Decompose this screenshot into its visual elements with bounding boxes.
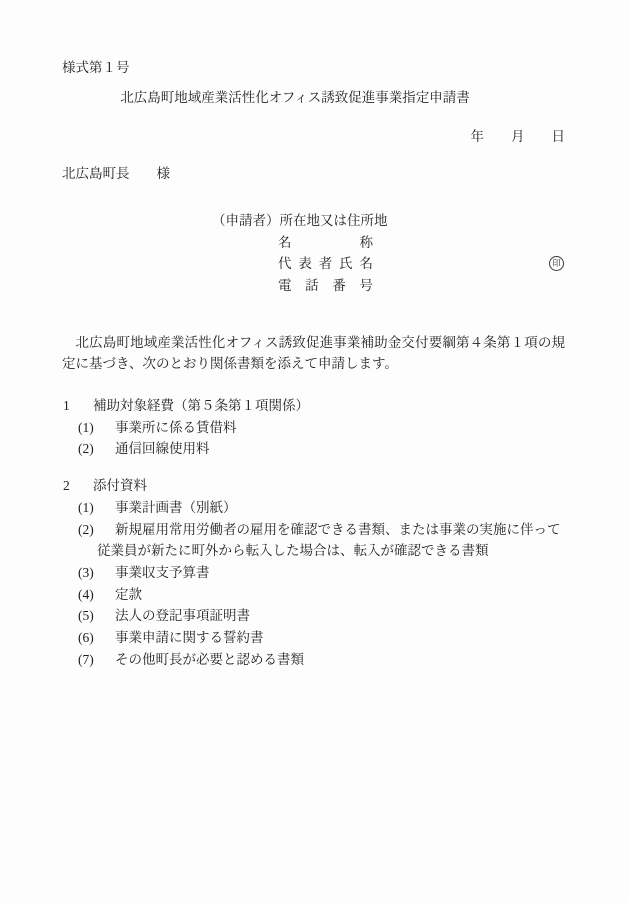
item-number: (1) [78, 499, 94, 515]
item-number: (1) [78, 419, 94, 435]
item-number: (2) [78, 441, 94, 457]
applicant-row-address [212, 210, 565, 232]
list-item [62, 584, 565, 606]
applicant-label: （申請者） [212, 212, 280, 228]
document-title: 北広島町地域産業活性化オフィス誘致促進事業指定申請書 [120, 89, 470, 105]
item-text: 法人の登記事項証明書 [115, 608, 250, 624]
item-number: (3) [78, 564, 94, 580]
list-item [62, 605, 565, 627]
item-text: 定款 [115, 586, 142, 602]
item-number: (4) [78, 586, 94, 602]
addressee: 北広島町長 様 [62, 166, 170, 182]
applicant-row-phone [212, 275, 565, 297]
field-name-label: 名称 [278, 234, 373, 250]
list-item [62, 627, 565, 649]
applicant-row-representative [212, 253, 565, 275]
item-text: その他町長が必要と認める書類 [115, 651, 304, 667]
item-text: 事業申請に関する誓約書 [115, 630, 264, 646]
form-number: 様式第１号 [62, 60, 130, 75]
item-text: 事業所に係る賃借料 [115, 419, 237, 435]
section-title: 添付資料 [93, 478, 147, 494]
date-line: 年 月 日 [470, 129, 565, 145]
applicant-row-name [212, 232, 565, 254]
applicant-block [212, 210, 565, 297]
item-number: (5) [78, 608, 94, 624]
section-heading-attachments [62, 475, 565, 497]
list-item [62, 562, 565, 584]
item-number: (6) [78, 630, 94, 646]
item-text: 通信回線使用料 [115, 441, 210, 457]
list-item [62, 438, 565, 460]
item-text: 事業計画書（別紙） [115, 499, 237, 515]
list-item [62, 519, 565, 562]
field-representative-label: 代表者氏名 [278, 256, 373, 272]
item-number: (2) [78, 521, 94, 537]
seal-icon: 印 [549, 256, 564, 271]
list-item [62, 497, 565, 519]
section-number: 1 [63, 398, 70, 414]
section-title: 補助対象経費（第５条第１項関係） [93, 398, 309, 414]
list-item [62, 649, 565, 671]
field-phone-label: 電話番号 [278, 277, 373, 293]
field-address-label: 所在地又は住所地 [279, 212, 388, 228]
section-number: 2 [63, 478, 70, 494]
section-heading-expenses [62, 395, 565, 417]
item-number: (7) [78, 651, 94, 667]
item-text: 新規雇用常用労働者の雇用を確認できる書類、または事業の実施に伴って従業員が新たに町外から転入した場合は、転入が確認できる書類 [97, 521, 561, 559]
item-text: 事業収支予算書 [115, 564, 210, 580]
body-paragraph: 北広島町地域産業活性化オフィス誘致促進事業補助金交付要綱第４条第１項の規定に基づき、次のとおり関係書類を添えて申請します。 [62, 334, 565, 372]
list-item [62, 417, 565, 439]
